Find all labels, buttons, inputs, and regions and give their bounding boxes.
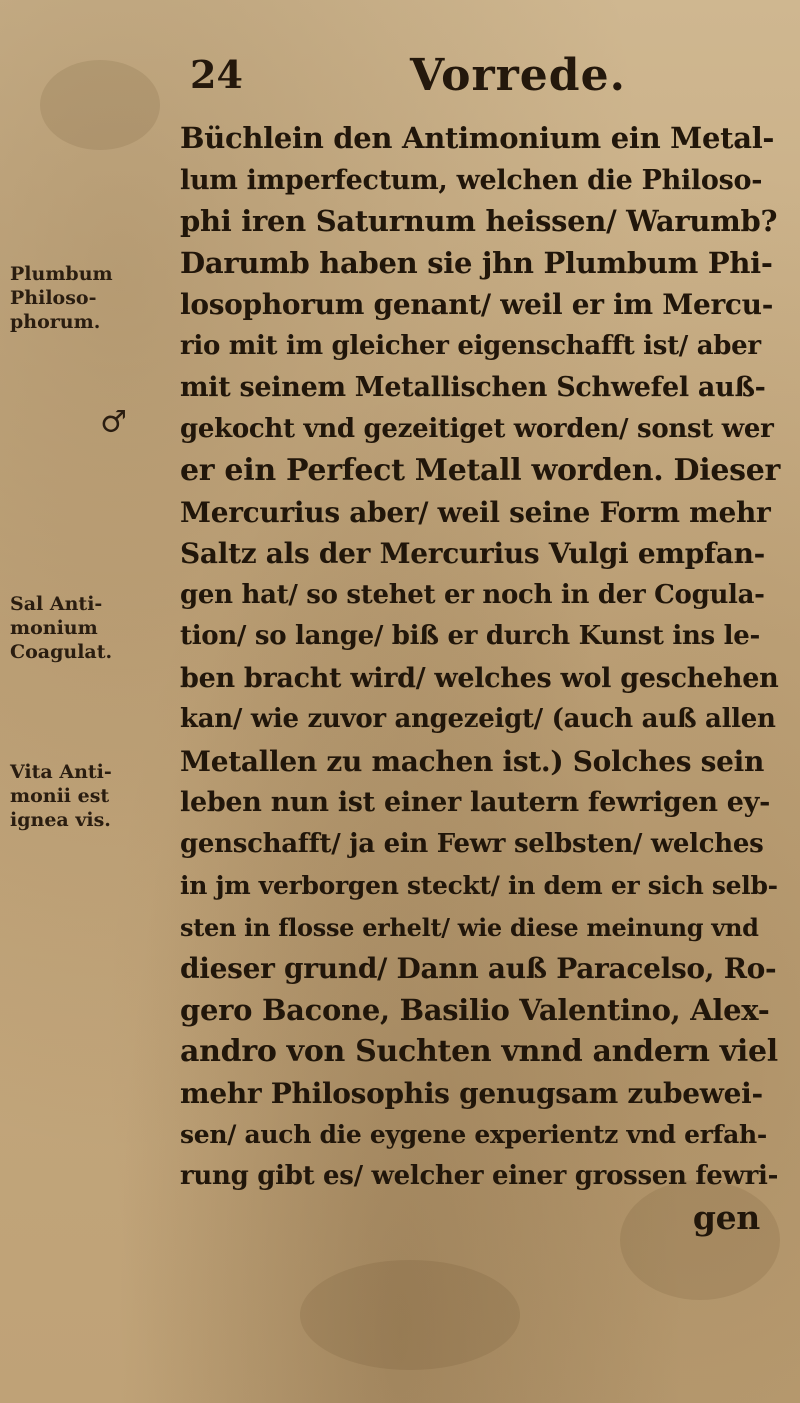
marginal-line: Philoso- xyxy=(10,287,97,309)
running-head xyxy=(190,50,660,110)
catchword: gen xyxy=(692,1198,760,1237)
text-line: er ein Perfect Metall worden. Dieser xyxy=(180,453,780,488)
text-line: genschafft/ ja ein Fewr selbsten/ welches xyxy=(180,828,764,859)
text-line: mehr Philosophis genugsam zubewei- xyxy=(180,1076,763,1110)
mars-symbol-icon: ♂ xyxy=(100,405,127,440)
page-number: 24 xyxy=(190,52,243,97)
text-line: in jm verborgen steckt/ in dem er sich selb- xyxy=(180,871,778,900)
text-line: Büchlein den Antimonium ein Metal- xyxy=(180,121,775,155)
marginal-line: Coagulat. xyxy=(10,641,113,663)
text-line: rung gibt es/ welcher einer grossen fewri- xyxy=(180,1160,779,1191)
text-line: lum imperfectum, welchen die Philoso- xyxy=(180,164,763,196)
text-line: kan/ wie zuvor angezeigt/ (auch auß allen xyxy=(180,704,776,734)
text-line: tion/ so lange/ biß er durch Kunst ins le- xyxy=(180,621,760,651)
marginal-line: monii est xyxy=(10,785,110,807)
marginal-line: Vita Anti- xyxy=(10,761,112,783)
page-title: Vorrede. xyxy=(410,50,626,101)
marginal-line: Sal Anti- xyxy=(10,593,103,615)
text-line: gekocht vnd gezeitiget worden/ sonst wer xyxy=(180,413,774,444)
text-line: gero Bacone, Basilio Valentino, Alex- xyxy=(180,992,770,1027)
marginal-line: phorum. xyxy=(10,311,101,333)
text-line: losophorum genant/ weil er im Mercu- xyxy=(180,288,774,321)
body-text xyxy=(180,118,780,1239)
text-line: rio mit im gleicher eigenschafft ist/ aber xyxy=(180,330,761,361)
text-line: mit seinem Metallischen Schwefel auß- xyxy=(180,372,766,403)
marginal-note-plumbum xyxy=(10,262,160,334)
marginal-note-vita xyxy=(10,760,160,832)
text-line: phi iren Saturnum heissen/ Warumb? xyxy=(180,204,778,238)
text-line: sen/ auch die eygene experientz vnd erfah- xyxy=(180,1120,767,1149)
text-line: Metallen zu machen ist.) Solches sein xyxy=(180,744,764,778)
text-line: andro von Suchten vnnd andern viel xyxy=(180,1034,778,1069)
marginal-note-sal xyxy=(10,592,160,664)
paper-stain xyxy=(300,1260,520,1370)
paper-stain xyxy=(40,60,160,150)
text-line: Darumb haben sie jhn Plumbum Phi- xyxy=(180,245,773,280)
marginal-line: Plumbum xyxy=(10,263,113,285)
text-line: ben bracht wird/ welches wol geschehen xyxy=(180,662,779,694)
marginal-line: ignea vis. xyxy=(10,809,111,831)
text-line: dieser grund/ Dann auß Paracelso, Ro- xyxy=(180,952,777,985)
text-line: Saltz als der Mercurius Vulgi empfan- xyxy=(180,537,765,570)
text-line: leben nun ist einer lautern fewrigen ey- xyxy=(180,787,770,818)
text-line: gen hat/ so stehet er noch in der Cogula- xyxy=(180,579,765,610)
text-line: Mercurius aber/ weil seine Form mehr xyxy=(180,495,771,529)
marginal-line: monium xyxy=(10,617,98,639)
text-line: sten in flosse erhelt/ wie diese meinung vnd xyxy=(180,912,759,942)
